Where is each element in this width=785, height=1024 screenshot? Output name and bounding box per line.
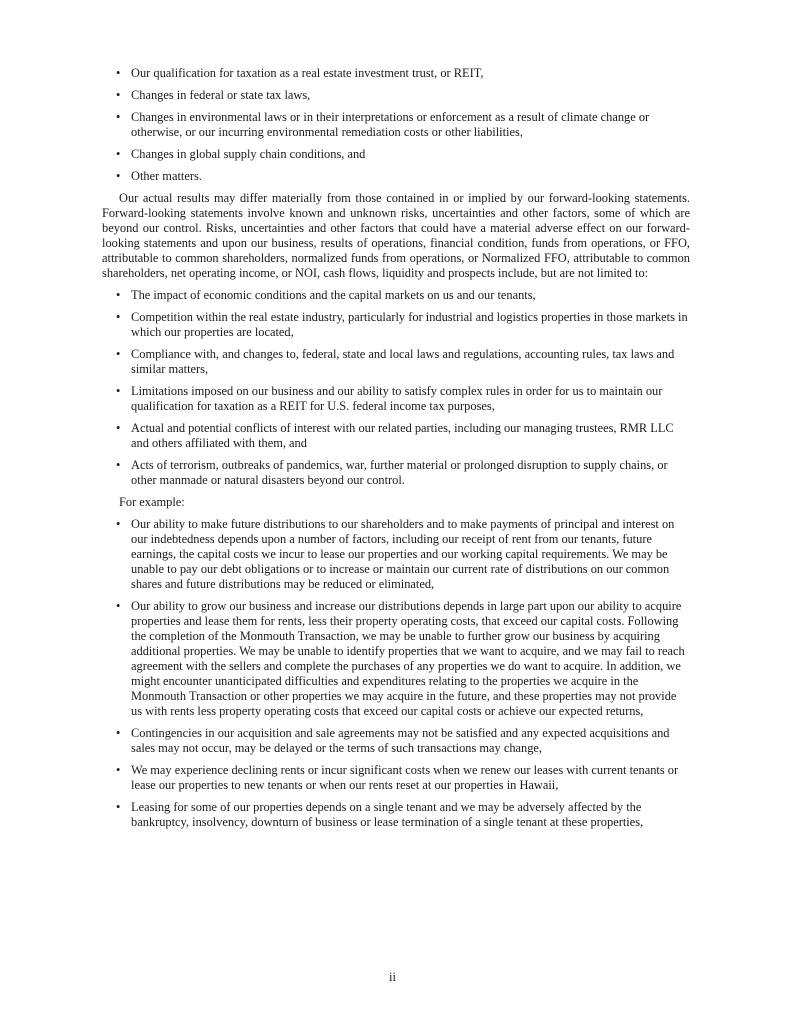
body-paragraph: Our actual results may differ materially from those contained in or implied by our forward-looking statements. Forward-looking statements involve known and unknown risks, uncertainties and other factors, some of which are beyond our control. Risks, uncertainties and other factors that could have a material adverse effect on our forward-looking statements and upon our business, results of operations, financial condition, funds from operations, or FFO, attributable to common shareholders, normalized funds from operations, or Normalized FFO, attributable to common shareholders, net operating income, or NOI, cash flows, liquidity and prospects include, but are not limited to: (102, 191, 690, 280)
bullet-icon: • (116, 169, 121, 183)
list-item: • Changes in global supply chain conditions, and (116, 147, 366, 161)
bullet-icon: • (116, 726, 121, 740)
bullet-icon: • (116, 288, 121, 302)
list-item: • Contingencies in our acquisition and sale agreements may not be satisfied and any expected acquisitions and sales may not occur, may be delayed or the terms of such transactions may change, (116, 726, 670, 755)
bullet-list-top (102, 66, 690, 184)
list-item: • Changes in environmental laws or in their interpretations or enforcement as a result of climate change or otherwise, or our incurring environmental remediation costs or other liabilities, (116, 110, 650, 139)
bullet-icon: • (116, 147, 121, 161)
bullet-icon: • (116, 763, 121, 777)
list-item: • We may experience declining rents or incur significant costs when we renew our leases with current tenants or lease our properties to new tenants or when our rents reset at our properties in Hawaii, (116, 763, 679, 792)
list-item: • Our qualification for taxation as a real estate investment trust, or REIT, (116, 66, 484, 80)
list-item: • Other matters. (116, 169, 202, 183)
page-content (102, 66, 690, 837)
list-item: • Our ability to make future distributions to our shareholders and to make payments of principal and interest on our indebtedness depends upon a number of factors, including our receipt of rent from our tenants, future earnings, the capital costs we incur to lease our properties and our working capital requirements. We may be unable to pay our debt obligations or to increase or maintain our current rate of distributions on our common shares and future distributions may be reduced or eliminated, (116, 517, 675, 591)
for-example-label: For example: (119, 495, 185, 509)
bullet-icon: • (116, 517, 121, 531)
bullet-icon: • (116, 800, 121, 814)
list-item: • Changes in federal or state tax laws, (116, 88, 311, 102)
bullet-icon: • (116, 458, 121, 472)
bullet-icon: • (116, 310, 121, 324)
bullet-list-bottom (102, 517, 690, 830)
list-item: • Competition within the real estate industry, particularly for industrial and logistics properties in those markets in which our properties are located, (116, 310, 688, 339)
list-item: • Limitations imposed on our business and our ability to satisfy complex rules in order for us to maintain our qualification for taxation as a REIT for U.S. federal income tax purposes, (116, 384, 663, 413)
list-item: • Actual and potential conflicts of interest with our related parties, including our managing trustees, RMR LLC and others affiliated with them, and (116, 421, 674, 450)
bullet-icon: • (116, 66, 121, 80)
bullet-icon: • (116, 384, 121, 398)
page-number: ii (389, 970, 396, 984)
list-item: • Compliance with, and changes to, federal, state and local laws and regulations, accounting rules, tax laws and similar matters, (116, 347, 675, 376)
list-item: • Leasing for some of our properties depends on a single tenant and we may be adversely affected by the bankruptcy, insolvency, downturn of business or lease termination of a single tenant at these properties, (116, 800, 644, 829)
list-item: • Acts of terrorism, outbreaks of pandemics, war, further material or prolonged disruption to supply chains, or other manmade or natural disasters beyond our control. (116, 458, 668, 487)
bullet-icon: • (116, 110, 121, 124)
list-item: • Our ability to grow our business and increase our distributions depends in large part upon our ability to acquire properties and lease them for rents, less their property operating costs, that exceed our capital costs. Following the completion of the Monmouth Transaction, we may be unable to further grow our business by acquiring additional properties. We may be unable to identify properties that we want to acquire, and we may fail to reach agreement with the sellers and complete the purchases of any properties we do want to acquire. In addition, we might encounter unanticipated difficulties and expenditures relating to the properties we acquire in the Monmouth Transaction or other properties we may acquire in the future, and these properties may not provide us with rents less property operating costs that exceed our capital costs or achieve our expected returns, (116, 599, 685, 718)
list-item: • The impact of economic conditions and the capital markets on us and our tenants, (116, 288, 536, 302)
bullet-icon: • (116, 421, 121, 435)
bullet-icon: • (116, 599, 121, 613)
bullet-icon: • (116, 347, 121, 361)
bullet-icon: • (116, 88, 121, 102)
bullet-list-mid (102, 288, 690, 488)
